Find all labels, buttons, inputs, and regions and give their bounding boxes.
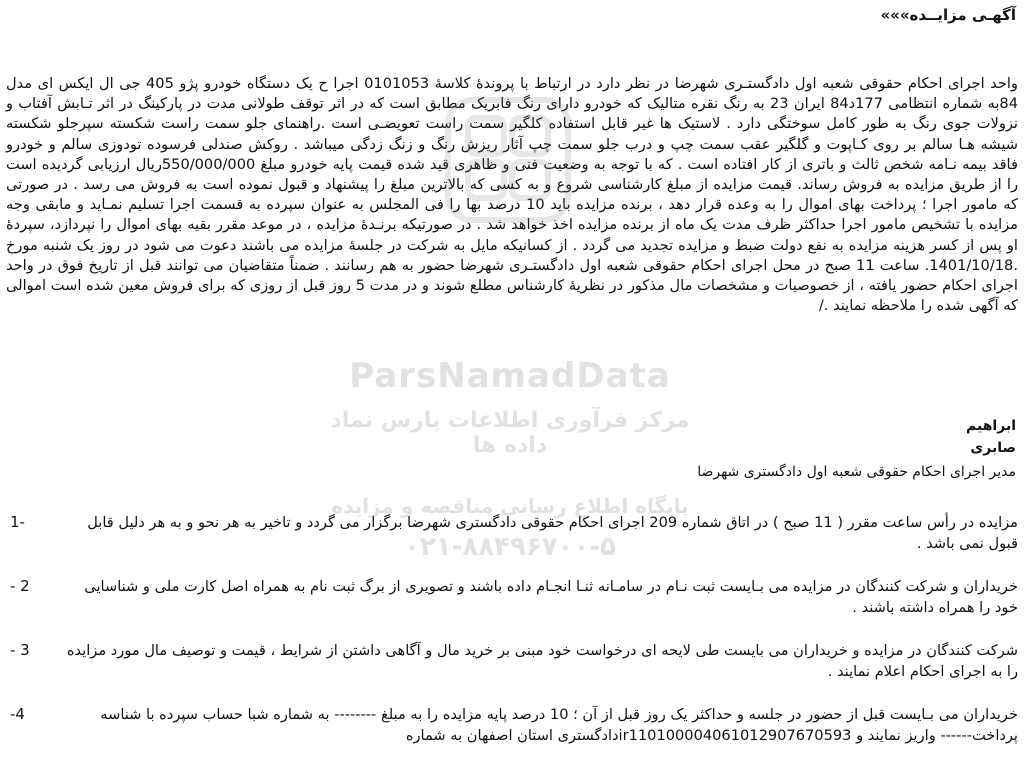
item-text: خریداران می بـایست قبل از حضور در جلسه و حداکثر یک روز قبل از آن ؛ 10 درصد پایه مزایده را به مبلغ -------- به شماره شبا حساب سپرده با شناسه پرداخت------ واریز نمایند و ir110100004061012907670593دادگستری استان اصفهان به شماره [100,706,1018,744]
item-text: شرکت کنندگان در مزایده و خریداران می بایست طی لایحه ای درخواست خود مبنی بر خرید مال و آگاهی داشتن از شرایط ، قیمت و توصیف مال مورد مزایده را به اجرای احکام اعلام نمایند . [66,642,1018,680]
watermark-subtitle: پایگاه اطلاع رسانی مناقصه و مزایده [331,494,689,518]
item-number: -4 [10,705,25,723]
signer-first-name: ابراهیم [966,418,1016,434]
list-item [6,640,1018,682]
list-item [6,576,1018,618]
item-number: - 3 [10,641,30,659]
item-text: مزایده در رأس ساعت مقرر ( 11 صبح ) در اتاق شماره 209 اجرای احکام حقوقی دادگستری شهرضا برگزار می گردد و تاخیر به هر نحو و به هر دلیل قابل قبول نمی باشد . [87,514,1018,552]
watermark-tagline: مرکز فرآوری اطلاعات پارس نماد داده ها [330,408,690,458]
signer-last-name: صابری [970,440,1016,456]
list-item [6,512,1018,554]
notice-title: آگهـی مزایــده»»» [880,6,1016,24]
signer-role: مدیر اجرای احکام حقوقی شعبه اول دادگستری شهرضا [697,464,1016,480]
notice-body: واحد اجرای احکام حقوقی شعبه اول دادگستـری شهرضا در نظر دارد در ارتباط با پروندۀ کلاسۀ 0101053 اجرا ح یک دستگاه خودرو پژو 405 جی ال ایکس ای مدل 84به شماره انتظامی 177د84 ایران 23 به رنگ نقره متالیک که خودرو دارای رنگ فابریک مطابق است که در اثر توقف طولانی مدت در پارکینگ در اثر تـابش آفتاب و نزولات جوی رنگ به طور کامل سوختگی دارد . لاستیک ها غیر قابل استفاده کلگیر سمت راست تعویضـی است .راهنمای جلو سمت راست شکسته سپرجلو شکسته شیشه هـا سالم بر روی کـاپوت و گلگیر عقب سمت چپ و درب جلو سمت چپ آثار ریزش رنگ و زنگ زدگی میباشد . روکش صندلی فرسوده تودوزی سالم و خودرو فاقد بیمه نـامه شخص ثالث و باتری از کار افتاده است . که با توجه به وضعیت فنی و ظاهری قید شده قیمت پایه خودرو مبلغ 550/000/000ریال ارزیابی گردیده است را از طریق مزایده به فروش رساند. قیمت مزایده از مبلغ کارشناسی شروع و به کسی که بالاترین مبلغ را پیشنهاد و قبول نموده است به فروش می رسد . در صورتی که مامور اجرا ؛ پرداخت بهای اموال را به وعده قرار دهد ، برنده مزایده باید 10 درصد بها را فی المجلس به عنوان سپرده به قسمت اجرا تسلیم نمـاید و مابقی وجه مزایده با تشخیص مامور اجرا حداکثر ظرف مدت یک ماه از برنده مزایده اخذ خواهد شد . در صورتیکه برنـدۀ مزایده ، در موعد مقرر بقیه بهای اموال را نپردازد، سپردۀ او پس از کسر هزینه مزایده به نفع دولت ضبط و مزایده تجدید می گردد . از کسانیکه مایل به شرکت در جلسۀ مزایده می باشند دعوت می شود در روز یک شنبه مورخ .1401/10/18. ساعت 11 صبح در محل اجرای احکام حقوقی شعبه اول دادگستـری شهرضا حضور به هم رسانند . ضمناً متقاضیان می توانند قبل از تاریخ فوق در واحد اجرای احکام حضور یافته ، از خصوصیات و مشخصات مال مذکور در نظریۀ کارشناس مطلع شوند و در مدت 5 روز قبل از روزی که برای فروش معین شده است اموالی که آگهی شده را ملاحظه نمایند ./ [6,75,1018,315]
item-text: خریداران و شرکت کنندگان در مزایده می بـایست ثبت نـام در سامـانه ثنـا انجـام داده باشند و تصویری از برگ ثبت نام به همراه اصل کارت ملی و شناسایی خود را همراه داشته باشند . [84,578,1018,616]
list-item [6,704,1018,746]
item-number: 1- [10,513,25,531]
item-number: - 2 [10,577,30,595]
watermark-phone: ۰۲۱-۸۸۴۹۶۷۰۰-۵ [403,532,616,562]
conditions-list [6,512,1018,768]
watermark-brand: ParsNamadData [349,356,671,396]
